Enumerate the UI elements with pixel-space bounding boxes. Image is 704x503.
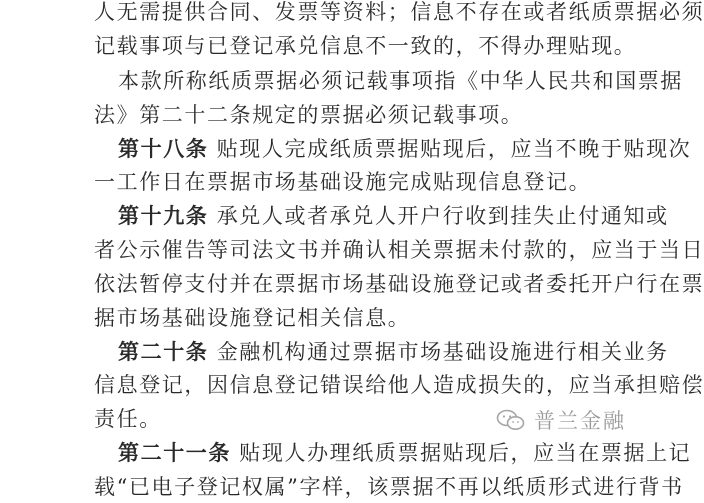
article-21 — [118, 437, 692, 469]
text-line: 责任。 — [94, 407, 162, 431]
text-line: 记载事项与已登记承兑信息不一致的，不得办理贴现。 — [94, 34, 637, 58]
watermark-text: 普兰金融 — [534, 409, 626, 433]
article-20 — [118, 336, 669, 368]
text-line: 法》第二十二条规定的票据必须记载事项。 — [94, 103, 524, 127]
article-18 — [118, 133, 692, 165]
article-19 — [118, 200, 669, 232]
text-line: 载“已电子登记权属”字样，该票据不再以纸质形式进行背书 — [94, 475, 684, 499]
text-line: 一工作日在票据市场基础设施完成贴现信息登记。 — [94, 170, 592, 194]
watermark — [496, 405, 626, 435]
article-18-text: 贴现人完成纸质票据贴现后，应当不晚于贴现次 — [216, 137, 692, 161]
article-18-title: 第十八条 — [118, 136, 209, 161]
article-21-title: 第二十一条 — [118, 440, 231, 465]
text-line: 者公示催告等司法文书并确认相关票据未付款的，应当于当日 — [94, 238, 704, 262]
article-21-text: 贴现人办理纸质票据贴现后，应当在票据上记 — [239, 441, 692, 465]
wechat-icon — [496, 408, 526, 432]
text-line: 信息登记，因信息登记错误给他人造成损失的，应当承担赔偿 — [94, 373, 704, 397]
article-19-text: 承兑人或者承兑人开户行收到挂失止付通知或 — [216, 204, 669, 228]
text-line: 人无需提供合同、发票等资料；信息不存在或者纸质票据必须 — [94, 0, 704, 24]
text-line: 依法暂停支付并在票据市场基础设施登记或者委托开户行在票 — [94, 272, 704, 296]
article-19-title: 第十九条 — [118, 203, 209, 228]
article-20-text: 金融机构通过票据市场基础设施进行相关业务 — [216, 340, 669, 364]
text-line: 据市场基础设施登记相关信息。 — [94, 306, 411, 330]
text-line: 本款所称纸质票据必须记载事项指《中华人民共和国票据 — [118, 69, 683, 93]
article-20-title: 第二十条 — [118, 339, 209, 364]
